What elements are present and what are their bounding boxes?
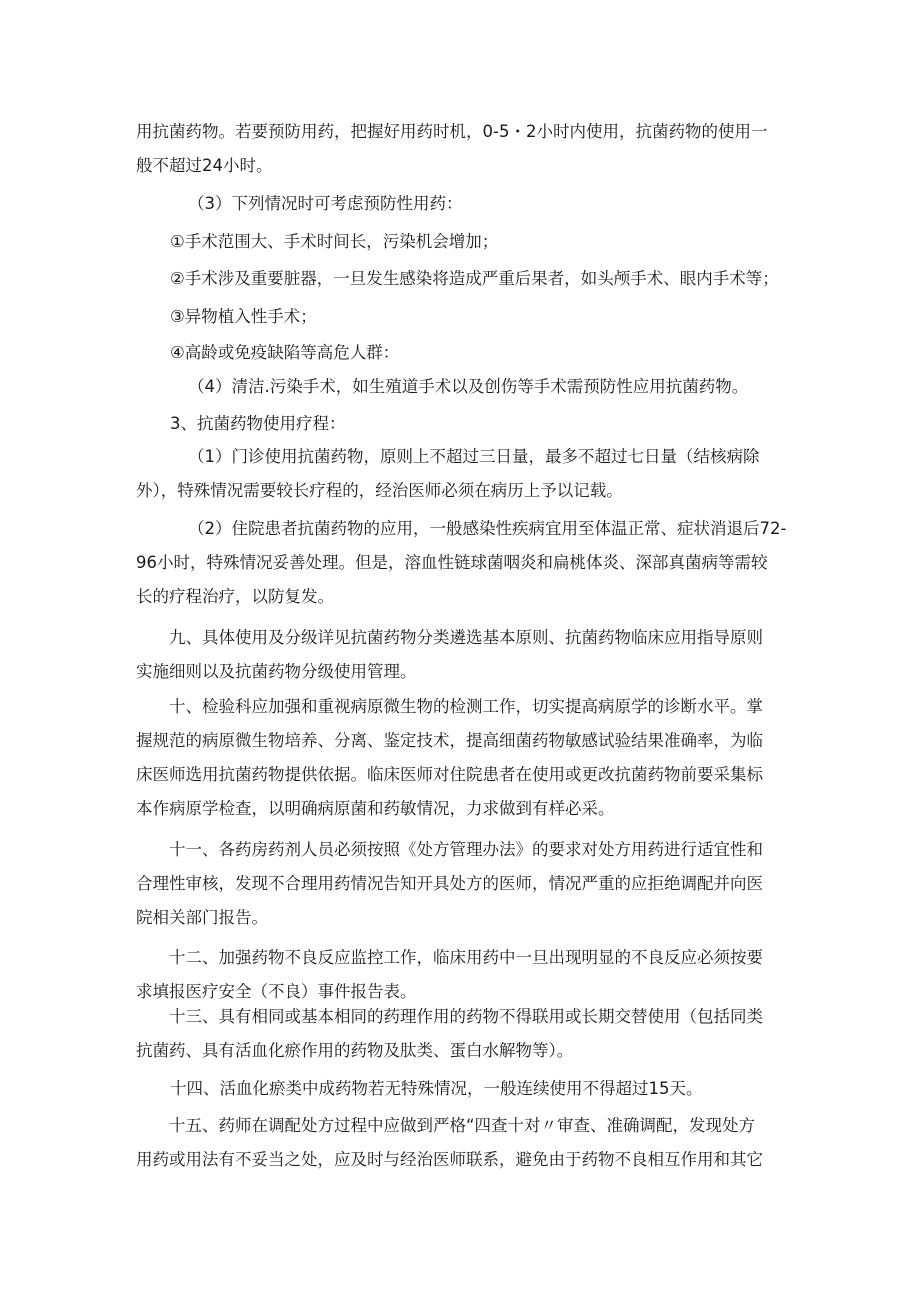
text-line: 床医师选用抗菌药物提供依据。临床医师对住院患者在使用或更改抗菌药物前要采集标: [136, 765, 763, 784]
text-line: 十三、具有相同或基本相同的药理作用的药物不得联用或长期交替使用（包括同类: [169, 1007, 763, 1026]
text-line: 十五、药师在调配处方过程中应做到严格“四查十对〃审查、准确调配，发现处方: [169, 1116, 756, 1135]
text-line: （1）门诊使用抗菌药物，原则上不超过三日量，最多不超过七日量（结核病除: [188, 447, 760, 466]
paragraph-section-12: [136, 941, 788, 1009]
paragraph-section-15: [136, 1109, 788, 1177]
paragraph-prophylaxis-timing: [136, 115, 788, 183]
text-line: 实施细则以及抗菌药物分级使用管理。: [136, 662, 417, 681]
section-heading-3: 3、抗菌药物使用疗程：: [170, 414, 346, 433]
list-item-4: ④高龄或免疫缺陷等高危人群：: [170, 343, 400, 362]
paragraph-section-10: [136, 690, 788, 826]
paragraph-section-9: [136, 621, 788, 689]
paragraph-section-14: 十四、活血化瘀类中成药物若无特殊情况，一般连续使用不得超过15天。: [170, 1079, 703, 1098]
paragraph-course-inpatient: [136, 512, 788, 614]
paragraph-section-13: [136, 1000, 788, 1068]
paragraph-course-outpatient: [136, 440, 788, 508]
text-line: 十二、加强药物不良反应监控工作，临床用药中一旦出现明显的不良反应必须按要: [169, 948, 763, 967]
paragraph-item-3: （3）下列情况时可考虑预防性用药：: [188, 194, 463, 213]
text-line: 十、检验科应加强和重视病原微生物的检测工作，切实提高病原学的诊断水平。掌: [169, 697, 763, 716]
text-line: 96小时，特殊情况妥善处理。但是，溶血性链球菌咽炎和扁桃体炎、深部真菌病等需较: [136, 553, 768, 572]
text-line: 十一、各药房药剂人员必须按照《处方管理办法》的要求对处方用药进行适宜性和: [169, 840, 763, 859]
text-line: 九、具体使用及分级详见抗菌药物分类遴选基本原则、抗菌药物临床应用指导原则: [169, 628, 763, 647]
list-item-2: ②手术涉及重要脏器，一旦发生感染将造成严重后果者，如头颅手术、眼内手术等；: [170, 269, 779, 288]
text-line: 求填报医疗安全（不良）事件报告表。: [136, 982, 417, 1001]
text-line: 合理性审核，发现不合理用药情况告知开具处方的医师，情况严重的应拒绝调配并向医: [136, 874, 763, 893]
list-item-1: ①手术范围大、手术时间长，污染机会增加；: [170, 232, 499, 251]
paragraph-section-11: [136, 833, 788, 935]
text-line: 院相关部门报告。: [136, 908, 268, 927]
text-line: （2）住院患者抗菌药物的应用，一般感染性疾病宜用至体温正常、症状消退后72-: [188, 519, 787, 538]
list-item-3: ③异物植入性手术；: [170, 307, 317, 326]
text-line: 抗菌药、具有活血化瘀作用的药物及肽类、蛋白水解物等）。: [136, 1041, 574, 1060]
text-line: 本作病原学检查，以明确病原菌和药敏情况，力求做到有样必采。: [136, 799, 615, 818]
paragraph-item-4: （4）清洁.污染手术，如生殖道手术以及创伤等手术需预防性应用抗菌药物。: [188, 377, 749, 396]
text-line: 握规范的病原微生物培养、分离、鉴定技术，提高细菌药物敏感试验结果准确率，为临: [136, 731, 763, 750]
text-line: 用药或用法有不妥当之处，应及时与经治医师联系，避免由于药物不良相互作用和其它: [136, 1150, 763, 1169]
text-line: 用抗菌药物。若要预防用药，把握好用药时机，0-5・2小时内使用，抗菌药物的使用一: [136, 122, 768, 141]
text-line: 外），特殊情况需要较长疗程的，经治医师必须在病历上予以记载。: [136, 481, 623, 500]
text-line: 般不超过24小时。: [136, 156, 273, 175]
text-line: 长的疗程治疗，以防复发。: [136, 587, 334, 606]
